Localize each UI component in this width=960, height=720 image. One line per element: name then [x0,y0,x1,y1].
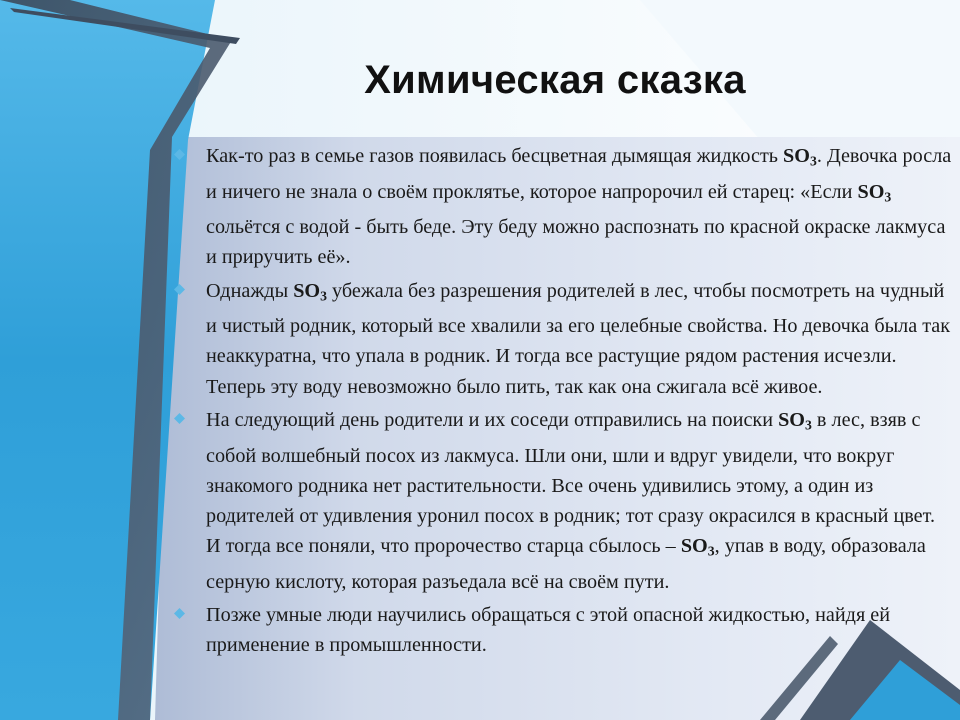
bullet-paragraph [172,276,952,402]
paragraph-text: Позже умные люди научились обращаться с этой опасной жидкостью, найдя ей применение в промышленности. [206,603,891,657]
diamond-bullet-icon [174,284,185,295]
diamond-bullet-icon [174,149,185,160]
paragraph-text: , упав в воду, образовала серную кислоту, которая разъедала всё на своём пути. [206,535,926,593]
bullet-paragraph [172,600,952,660]
paragraph-text: сольётся с водой - быть беде. Эту беду можно распознать по красной окраске лакмуса и приручить её». [206,216,946,269]
so3-formula: $SO_3$ [293,279,327,304]
diamond-bullet-icon [174,608,185,619]
diamond-bullet-icon [174,413,185,424]
paragraph-text: На следующий день родители и их соседи отправились на поиски [206,408,779,431]
so3-formula: $SO_3$ [778,408,812,433]
so3-formula: $SO_3$ [783,145,817,169]
paragraph-text: . Девочка росла и ничего не знала о своём проклятье, которое напророчил ей старец: «Если [206,145,952,203]
paragraph-text: убежала без разрешения родителей в лес, чтобы посмотреть на чудный и чистый родник, который все хвалили за его целебные свойства. Но девочка была так неаккуратна, что упала в родник. И тогда все растущие рядом растения исчезли. Теперь эту воду невозможно было пить, так как она сжигала всё живое. [206,279,951,398]
slide-title: Химическая сказка [364,58,746,102]
paragraph-text: Как-то раз в семье газов появилась бесцветная дымящая жидкость [206,145,784,167]
so3-formula: $SO_3$ [857,180,892,205]
bullet-paragraph [172,141,952,273]
paragraph-text: Однажды [206,279,294,302]
paragraph-text: в лес, взяв с собой волшебный посох из лакмуса. Шли они, шли и вдруг увидели, что вокруг знакомого родника нет растительности. Все очень удивились этому, а один из родителей от удивления уронил посох в родник; тот сразу окрасился в красный цвет. И тогда все поняли, что пророчество старца сбылось – [206,408,935,558]
story-text [172,141,952,663]
bullet-paragraph [172,405,952,597]
so3-formula: $SO_3$ [680,535,715,559]
